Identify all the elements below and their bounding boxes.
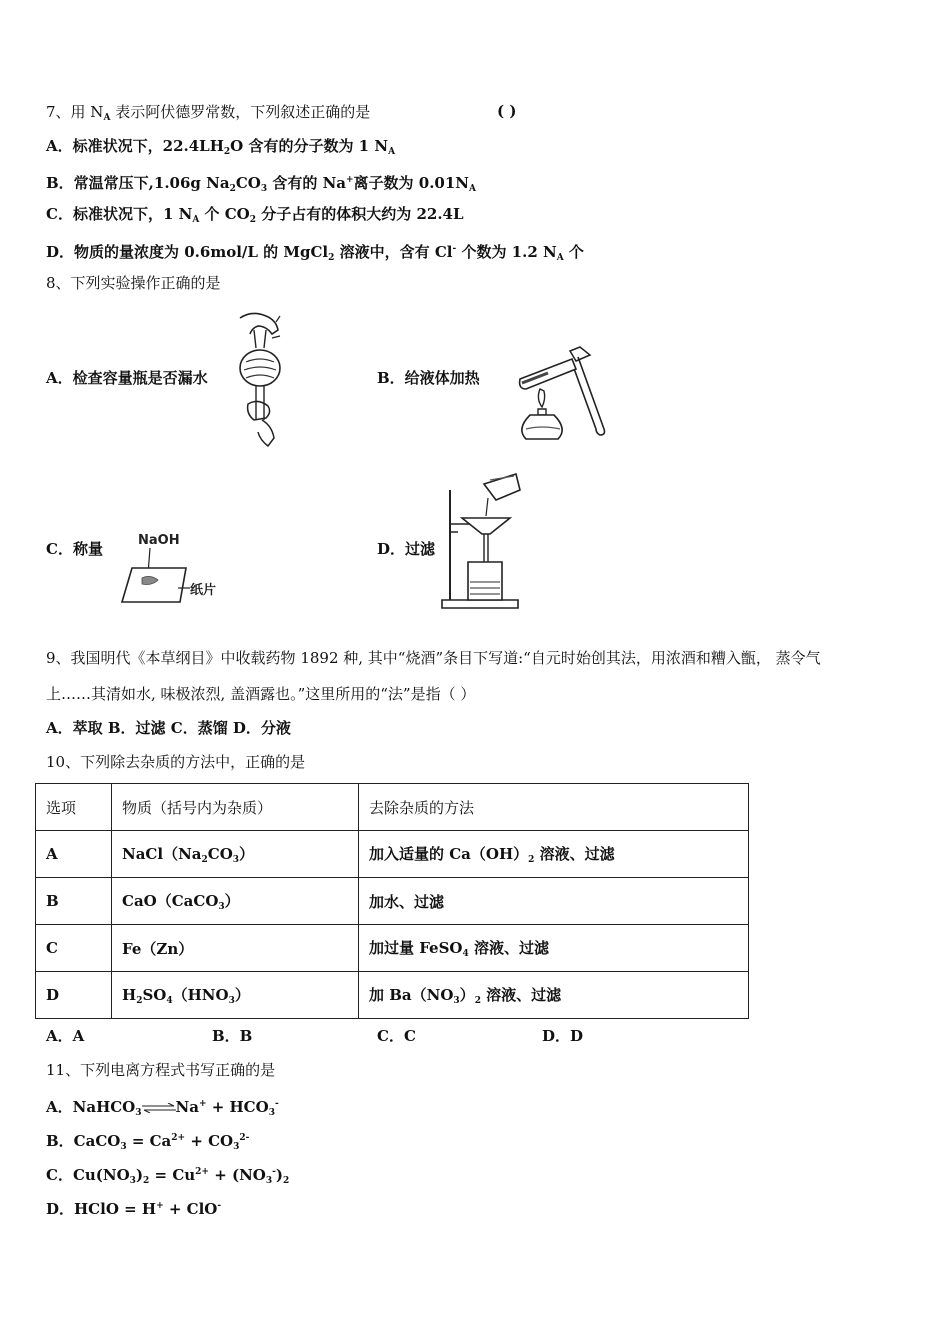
table-row (36, 878, 749, 925)
q9-options: A．萃取 B．过滤 C．蒸馏 D．分液 (46, 719, 291, 737)
row-method: 加过量 FeSO$_4$ 溶液、过滤 (359, 925, 749, 972)
q8-option-b: B．给液体加热 (377, 369, 480, 387)
header-method: 去除杂质的方法 (359, 784, 749, 831)
q11-option-d: D．HClO = H+ + ClO- (46, 1200, 222, 1218)
q10-table (35, 783, 749, 1019)
row-option: C (36, 925, 112, 972)
q11-stem: 11、下列电离方程式书写正确的是 (46, 1061, 276, 1079)
row-substance: CaO（CaCO$_3$） (112, 878, 359, 925)
q10-answer-a: A．A (46, 1027, 85, 1045)
row-method: 加 $Ba(NO_3)_2$ 溶液、过滤 (359, 972, 749, 1019)
header-substance: 物质（括号内为杂质） (112, 784, 359, 831)
q7-stem: 7、用 $N_A$ 表示阿伏德罗常数，下列叙述正确的是 (46, 103, 371, 123)
paper-label: 纸片 (190, 583, 217, 598)
q10-answer-b: B．B (212, 1027, 253, 1045)
row-substance: $H_2SO_4(HNO_3)$ (112, 972, 359, 1019)
q10-stem: 10、下列除去杂质的方法中，正确的是 (46, 753, 306, 771)
header-option: 选项 (36, 784, 112, 831)
table-row (36, 831, 749, 878)
table-row (36, 925, 749, 972)
q11-option-b: B．CaCO$_3$ = $Ca^{2+} + CO_3^{2-}$ (46, 1132, 250, 1152)
row-substance: Fe（Zn） (112, 925, 359, 972)
q7-answer-paren: ( ) (497, 102, 517, 120)
row-substance: $NaCl(Na_2CO_3)$ (112, 831, 359, 878)
flask-leak-check-figure (232, 308, 292, 450)
row-option: D (36, 972, 112, 1019)
row-option: B (36, 878, 112, 925)
heating-liquid-figure (508, 345, 616, 445)
q11-option-a: A．NaHCO$_3$ $Na^+ + HCO_3^-$ (46, 1098, 279, 1118)
equilibrium-arrow-icon (142, 1103, 176, 1113)
q10-answer-d: D．D (542, 1027, 584, 1045)
row-method: 加水、过滤 (359, 878, 749, 925)
q8-option-d: D．过滤 (377, 540, 436, 558)
row-option: A (36, 831, 112, 878)
row-method: 加入适量的 $Ca(OH)_2$ 溶液、过滤 (359, 831, 749, 878)
q7-option-c: C．标准状况下，1 $N_A$ 个 $CO_2$ 分子占有的体积大约为 22.4L (46, 205, 464, 225)
q7-option-d: D．物质的量浓度为 0.6mol/L 的 MgCl$_2$ 溶液中，含有 Cl- 个数为 1.2 $N_A$ 个 (46, 243, 584, 263)
q7-option-b: B．常温常压下,1.06g $Na_2CO_3$ 含有的 Na+离子数为 $0.01N_A$ (46, 174, 476, 194)
q10-answer-c: C．C (377, 1027, 416, 1045)
q11-option-c: C．$Cu(NO_3)_2 = Cu^{2+} + (NO_3^-)_2$ (46, 1166, 290, 1186)
naoh-label: NaOH (138, 533, 180, 548)
q8-stem: 8、下列实验操作正确的是 (46, 274, 221, 292)
filtration-figure (438, 470, 524, 610)
q7-option-a: A．标准状况下，$22.4LH_2O$ 含有的分子数为 1 $N_A$ (46, 137, 396, 157)
table-row (36, 972, 749, 1019)
q8-option-a: A．检查容量瓶是否漏水 (46, 369, 208, 387)
q8-option-c: C．称量 (46, 540, 103, 558)
table-header-row (36, 784, 749, 831)
q9-stem-line1: 9、我国明代《本草纲目》中收载药物 1892 种, 其中“烧酒”条目下写道:“自元时始创其法，用浓酒和糟入甑， 蒸令气 (46, 649, 821, 667)
q9-stem-line2: 上……其清如水, 味极浓烈, 盖酒露也。”这里所用的“法”是指（ ） (46, 685, 476, 703)
weighing-naoh-figure (118, 528, 222, 606)
